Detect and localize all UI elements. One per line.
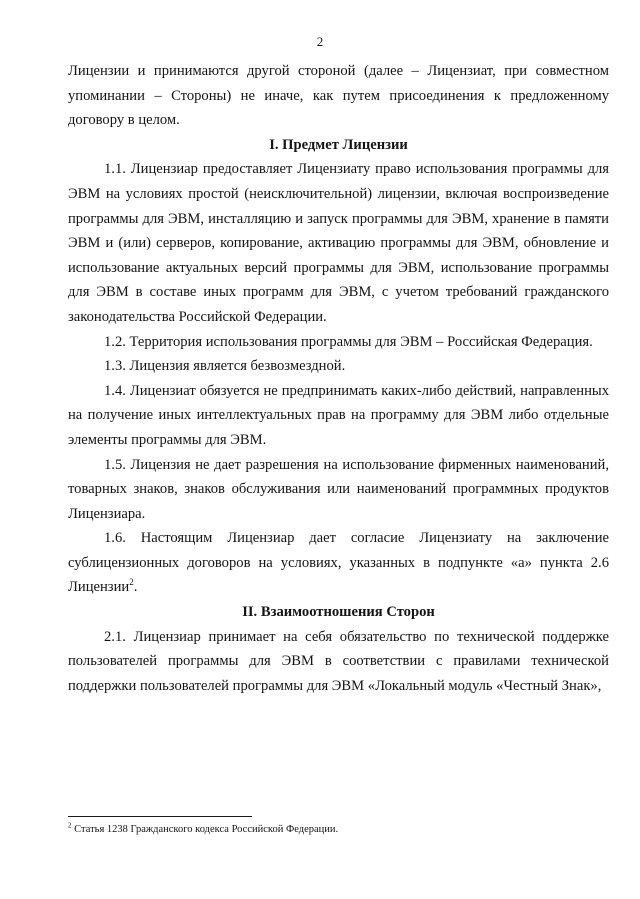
page-number: 2	[316, 34, 324, 49]
intro-paragraph: Лицензии и принимаются другой стороной (далее – Лицензиат, при совместном упоминании – Стороны) не иначе, как путем присоединения к предложенному договору в целом.	[68, 63, 609, 129]
clause-2-1: 2.1. Лицензиар принимает на себя обязательство по технической поддержке пользователей программы для ЭВМ в соответствии с правилами технической поддержки пользователей программы для ЭВМ «Локальный модуль «Честный Знак»,	[68, 628, 609, 694]
clause-1-5: 1.5. Лицензия не дает разрешения на использование фирменных наименований, товарных знаков, знаков обслуживания или наименований программных продуктов Лицензиара.	[68, 456, 609, 522]
footnote	[68, 823, 338, 837]
footnote-reference[interactable]: 2	[129, 577, 134, 588]
document-body	[68, 59, 609, 698]
section-2-heading: II. Взаимоотношения Сторон	[242, 604, 435, 621]
footnote-text: Статья 1238 Гражданского кодекса Российской Федерации.	[71, 824, 339, 835]
clause-1-1: 1.1. Лицензиар предоставляет Лицензиату право использования программы для ЭВМ на условиях простой (неисключительной) лицензии, включая воспроизведение программы для ЭВМ, инсталляцию и запуск программы для ЭВМ, хранение в памяти ЭВМ и (или) серверов, копирование, активацию программы для ЭВМ, обновление и использование актуальных версий программы для ЭВМ, использование программы для ЭВМ в составе иных программ для ЭВМ, с учетом требований гражданского законодательства Российской Федерации.	[68, 161, 609, 325]
clause-1-6-text: 1.6. Настоящим Лицензиар дает согласие Лицензиату на заключение сублицензионных договоров на условиях, указанных в подпункте «а» пункта 2.6 Лицензии	[68, 530, 609, 596]
clause-1-6: 1.6. Настоящим Лицензиар дает согласие Лицензиату на заключение сублицензионных договоров на условиях, указанных в подпункте «а» пункта 2.6 Лицензии$^2$.	[68, 530, 609, 596]
footnote-separator	[68, 816, 252, 817]
footnote-marker: 2	[68, 821, 72, 830]
section-1-heading: I. Предмет Лицензии	[269, 136, 408, 153]
clause-1-4: 1.4. Лицензиат обязуется не предпринимать каких-либо действий, направленных на получение иных интеллектуальных прав на программу для ЭВМ либо отдельные элементы программы для ЭВМ.	[68, 382, 609, 448]
clause-1-3: 1.3. Лицензия является безвозмездной.	[104, 358, 346, 375]
clause-1-2: 1.2. Территория использования программы для ЭВМ – Российская Федерация.	[104, 333, 593, 350]
